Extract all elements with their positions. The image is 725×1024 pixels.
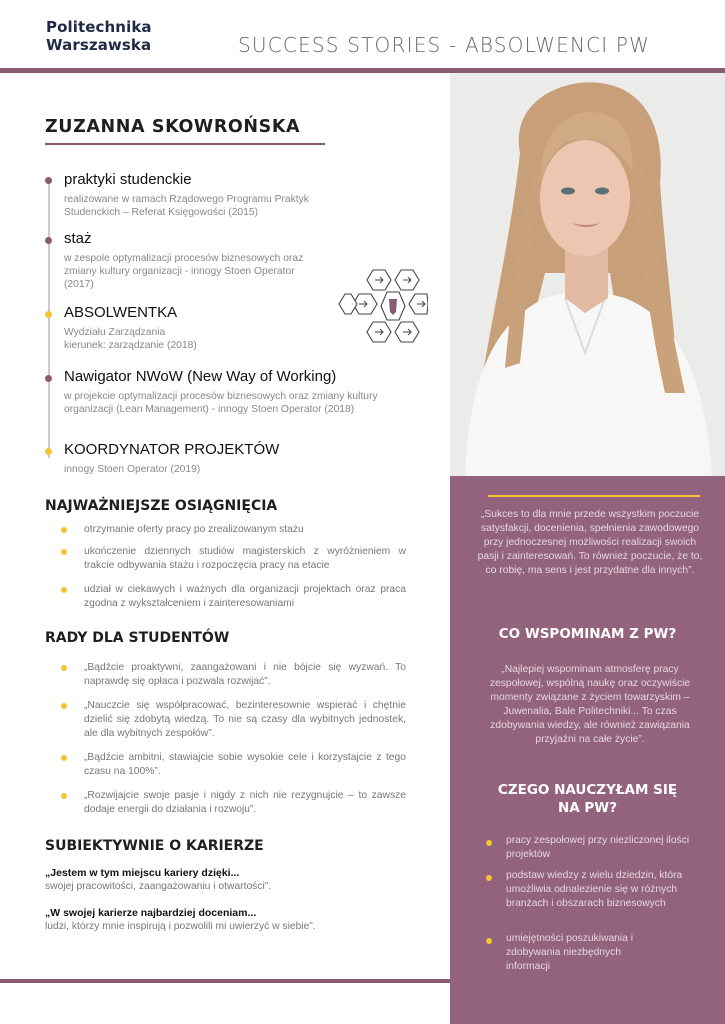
name-underline bbox=[45, 143, 325, 145]
logo-line-2: Warszawska bbox=[46, 36, 152, 54]
career-answer-1: swojej pracowitości, zaangażowaniu i otwartości”. bbox=[45, 881, 272, 892]
learned-item: umiejętności poszukiwania i zdobywania niezbędnych informacji bbox=[506, 933, 634, 972]
success-quote: „Sukces to dla mnie przede wszystkim poczucie satysfakcji, docenienia, spełnienia zawodowego przy jednoczesnej możliwości realizacji swoich pasji i zainteresowań. To również poczucie, że to, co robię, ma sens i jest przydatne dla innych”. bbox=[477, 509, 703, 576]
career-answer-2: ludzi, którzy mnie inspirują i pozwolili mi uwierzyć w siebie”. bbox=[45, 921, 316, 932]
timeline-title-internship: praktyki studenckie bbox=[64, 171, 192, 188]
learned-item: podstaw wiedzy z wielu dziedzin, która umożliwia odnalezienie się w różnych branżach i obszarach biznesowych bbox=[506, 870, 683, 909]
advice-item: „Nauczcie się współpracować, bezinteresownie wspierać i chętnie dzielić się zdobytą wiedzą. To nie są czasy dla wybitnych jednostek, ale dla wybitnych zespołów”. bbox=[84, 700, 406, 739]
person-name: ZUZANNA SKOWROŃSKA bbox=[45, 117, 301, 137]
page-header-title: SUCCESS STORIES - ABSOLWENCI PW bbox=[238, 33, 651, 57]
achievements-heading: NAJWAŻNIEJSZE OSIĄGNIĘCIA bbox=[45, 498, 278, 514]
bullet-dot bbox=[61, 549, 67, 555]
memories-heading: CO WSPOMINAM Z PW? bbox=[498, 626, 677, 642]
bullet-dot bbox=[61, 665, 67, 671]
timeline-line bbox=[48, 183, 50, 458]
memories-text: „Najlepiej wspominam atmosferę pracy zespołowej, wspólną naukę oraz oczywiście momenty związane z życiem towarzyskim – Juwenalia, Bale Politechniki... To czas zdobywania wiedzy, ale również zawiązania przyjaźni na całe życie”. bbox=[489, 664, 691, 745]
bullet-dot bbox=[61, 587, 67, 593]
bullet-dot bbox=[61, 527, 67, 533]
logo-line-1: Politechnika bbox=[46, 18, 152, 36]
career-question-2: „W swojej karierze najbardziej doceniam... bbox=[45, 907, 257, 919]
timeline-dot bbox=[45, 375, 52, 382]
learned-heading bbox=[450, 781, 725, 817]
learned-item: pracy zespołowej przy niezliczonej ilości projektów bbox=[506, 835, 690, 860]
advice-heading: RADY DLA STUDENTÓW bbox=[45, 630, 230, 646]
timeline-title-traineeship: staż bbox=[64, 230, 92, 247]
bullet-dot bbox=[61, 755, 67, 761]
achievement-item: otrzymanie oferty pracy po zrealizowanym stażu bbox=[84, 524, 304, 535]
university-logo[interactable] bbox=[46, 18, 152, 54]
bullet-dot bbox=[486, 875, 492, 881]
bullet-dot bbox=[61, 703, 67, 709]
timeline-text-internship: realizowane w ramach Rządowego Programu Praktyk Studenckich – Referat Księgowości (2015) bbox=[64, 194, 309, 218]
bullet-dot bbox=[486, 840, 492, 846]
timeline-text-navigator: w projekcie optymalizacji procesów biznesowych oraz zmiany kultury organizacji (Lean Management) - innogy Stoen Operator (2018) bbox=[64, 391, 378, 415]
footer-divider bbox=[0, 979, 460, 983]
achievement-item: udział w ciekawych i ważnych dla organizacji projektach oraz praca zgodna z wykształceniem i zainteresowaniami bbox=[84, 584, 406, 609]
advice-item: „Rozwijajcie swoje pasje i nigdy z nich nie rezygnujcie – to zawsze dodaje energii do działania i rozwoju”. bbox=[84, 790, 406, 815]
process-hexagon-icon bbox=[338, 268, 428, 354]
portrait-photo bbox=[450, 73, 725, 476]
advice-item: „Bądźcie ambitni, stawiajcie sobie wysokie cele i korzystajcie z tego czasu na 100%”. bbox=[84, 752, 406, 777]
learned-heading-line-1: CZEGO NAUCZYŁAM SIĘ bbox=[497, 782, 678, 798]
timeline-dot bbox=[45, 311, 52, 318]
timeline-title-graduate: ABSOLWENTKA bbox=[64, 304, 178, 321]
career-heading: SUBIEKTYWNIE O KARIERZE bbox=[45, 838, 264, 854]
panel-accent-line bbox=[488, 495, 700, 497]
timeline-dot bbox=[45, 448, 52, 455]
timeline-dot bbox=[45, 177, 52, 184]
bullet-dot bbox=[486, 938, 492, 944]
timeline-title-navigator: Nawigator NWoW (New Way of Working) bbox=[64, 368, 337, 385]
timeline-text-coordinator: innogy Stoen Operator (2019) bbox=[64, 464, 201, 475]
bullet-dot bbox=[61, 793, 67, 799]
learned-heading-line-2: NA PW? bbox=[557, 800, 618, 816]
timeline-dot bbox=[45, 237, 52, 244]
timeline-text-graduate: Wydziału Zarządzania kierunek: zarządzanie (2018) bbox=[64, 327, 197, 351]
advice-item: „Bądźcie proaktywni, zaangażowani i nie bójcie się wyzwań. To naprawdę się opłaca i pozwala rozwijać”. bbox=[84, 662, 406, 687]
achievement-item: ukończenie dziennych studiów magisterskich z wyróżnieniem w trakcie odbywania stażu i rozpoczęcia pracy na etacie bbox=[84, 546, 406, 571]
career-question-1: „Jestem w tym miejscu kariery dzięki... bbox=[45, 867, 240, 879]
timeline-text-traineeship: w zespole optymalizacji procesów biznesowych oraz zmiany kultury organizacji - innogy Stoen Operator (2017) bbox=[64, 253, 304, 290]
timeline-title-coordinator: KOORDYNATOR PROJEKTÓW bbox=[64, 441, 280, 458]
portrait-illustration bbox=[450, 73, 725, 476]
